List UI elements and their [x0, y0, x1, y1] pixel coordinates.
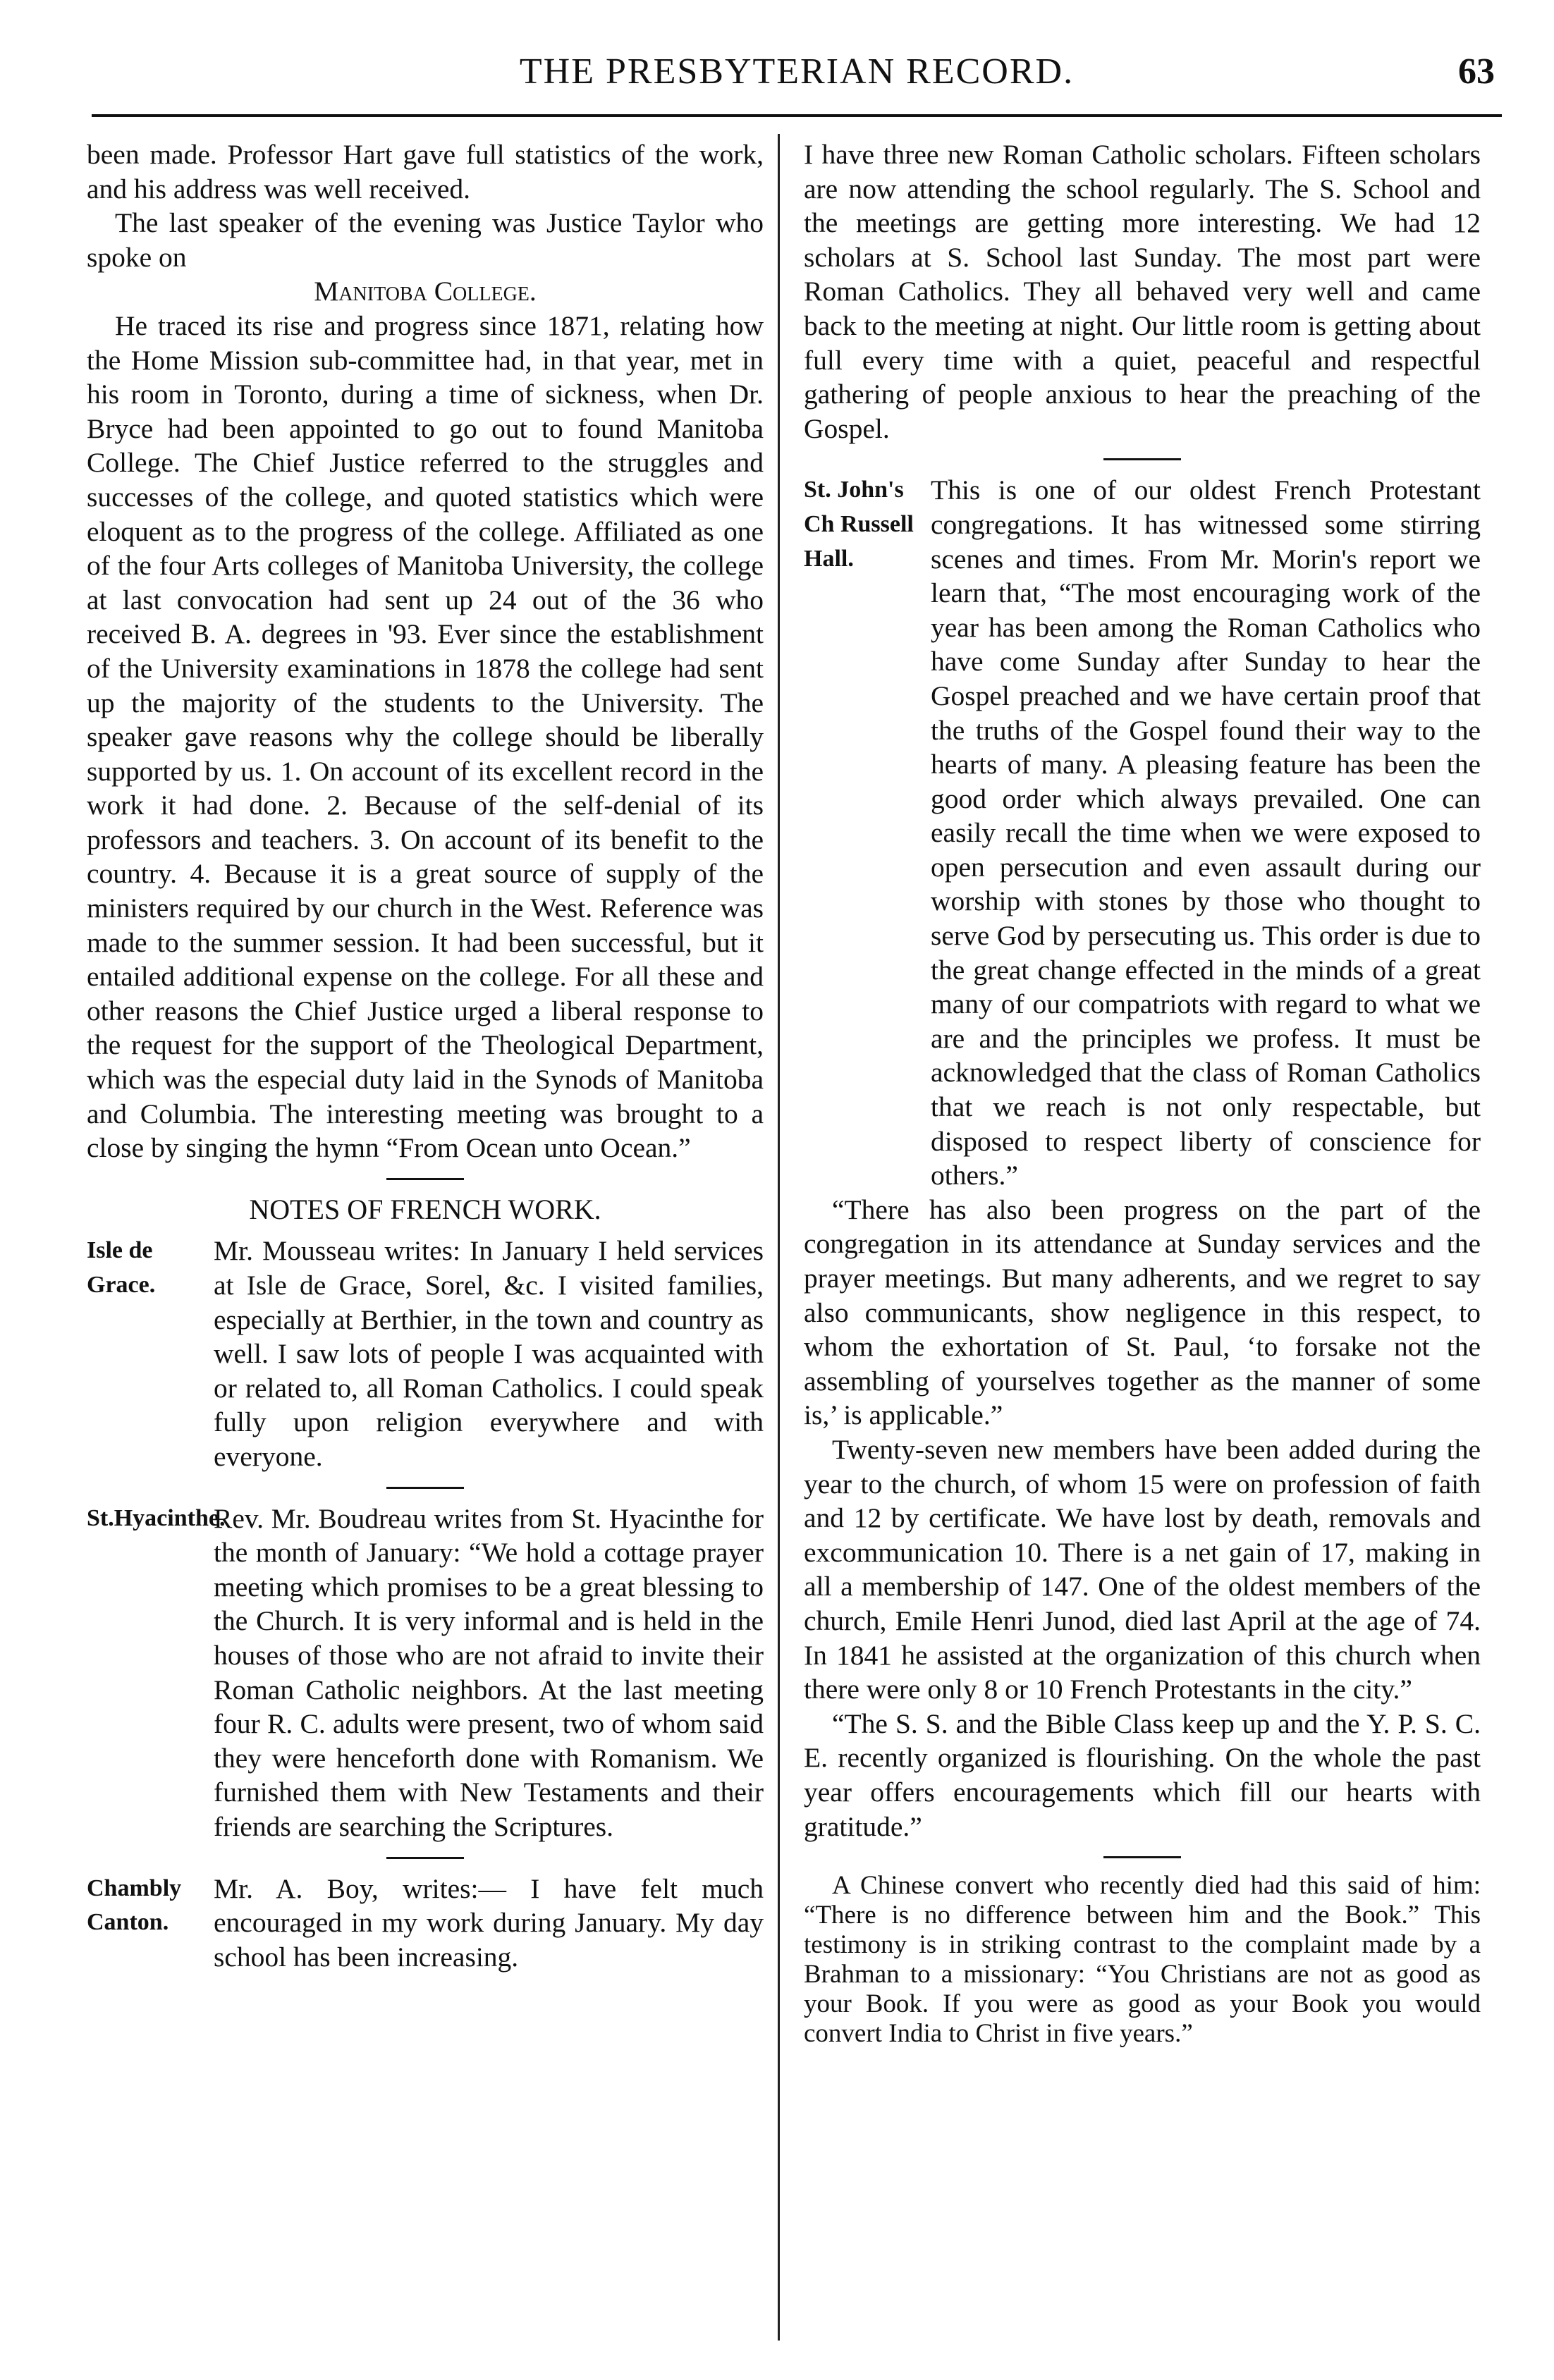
entry-text: Mr. Mousseau writes: In January I held services at Isle de Grace, Sorel, &c. I visited families, especially at Berthier, in the town and country as well. I saw lots of people I was acquainted with or related to, all Roman Catholics. I could speak fully upon religion everywhere and with everyone. — [214, 1235, 764, 1472]
entry-st-hyacinthe — [87, 1502, 764, 1844]
separator — [386, 1487, 464, 1489]
separator — [386, 1178, 464, 1180]
paragraph: “The S. S. and the Bible Class keep up and the Y. P. S. C. E. recently organized is flourishing. On the whole the past year offers encouragements which fill our hearts with gratitude.” — [804, 1707, 1481, 1842]
page-header — [92, 49, 1502, 99]
side-heading: St.Hyacinthe. — [87, 1504, 226, 1531]
side-heading: Isle de Grace. — [87, 1237, 156, 1298]
paragraph: Twenty-seven new members have been added during the year to the church, of whom 15 were on profession of faith and 12 by certificate. We have lost by death, removals and excommunication 10. There is a net gain of 17, making in all a membership of 147. One of the oldest members of the church, Emile Henri Junod, died last April at the age of 74. In 1841 he assisted at the organization of this church when there were only 8 or 10 French Protestants in the city.” — [804, 1433, 1481, 1705]
entry-st-johns — [804, 473, 1481, 1192]
entry-isle-de-grace — [87, 1234, 764, 1473]
paragraph: A Chinese convert who recently died had this said of him: “There is no difference between him and the Book.” This testimony is in striking contrast to the complaint made by a Brahman to a missionary: “You Christians are not as good as your Book. If you were as good as your Book you would convert India to Christ in five years.” — [804, 1871, 1481, 2049]
entry-text: This is one of our oldest French Protestant congregations. It has witnessed some stirring scenes and times. From Mr. Morin's report we learn that, “The most encouraging work of the year has been among the Roman Catholics who have come Sunday after Sunday to hear the Gospel preached and we have certain proof that the truths of the Gospel found their way to the hearts of many. A pleasing feature has been the good order which always prevailed. One can easily recall the time when we were exposed to open persecution and even assault during our worship with stones by those who thought to serve God by persecuting us. This order is due to the great change effected in the minds of a great many of our compatriots with regard to what we are and the principles we profess. It must be acknowledged that the class of Roman Catholics that we reach is not only respectable, but disposed to respect liberty of conscience for others.” — [931, 474, 1481, 1191]
header-rule — [92, 114, 1502, 117]
paragraph: He traced its rise and progress since 1871, relating how the Home Mission sub-committee had, in that year, met in his room in Toronto, during a time of sickness, when Dr. Bryce had been appointed to go out to found Manitoba College. The Chief Justice referred to the struggles and successes of the college, and quoted statistics which were eloquent as to the progress of the college. Affiliated as one of the four Arts colleges of Manitoba University, the college at last convocation had sent up 24 out of the 36 who received B. A. degrees in '93. Ever since the establishment of the University examinations in 1878 the college had sent up the majority of the students to the University. The speaker gave reasons why the college should be liberally supported by us. 1. On account of its excellent record in the work it had done. 2. Because of the self-denial of its professors and teachers. 3. On account of its benefit to the country. 4. Because it is a great source of supply of the ministers required by our church in the West. Reference was made to the summer session. It had been successful, but it entailed additional expense on the college. For all these and other reasons the Chief Justice urged a liberal response to the request for the support of the Theological Department, which was the especial duty laid in the Synods of Manitoba and Columbia. The interesting meeting was brought to a close by singing the hymn “From Ocean unto Ocean.” — [87, 309, 764, 1164]
entry-text: Mr. A. Boy, writes:— I have felt much encouraged in my work during January. My day school has been increasing. — [214, 1872, 764, 1973]
paragraph: “There has also been progress on the part of the congregation in its attendance at Sunday services and the prayer meetings. But many adherents, and we regret to say also communicants, show negligence in this respect, to whom the exhortation of St. Paul, ‘to forsake not the assembling of yourselves together as the manner of some is,’ is applicable.” — [804, 1194, 1481, 1431]
left-column — [87, 137, 764, 1974]
section-heading: NOTES OF FRENCH WORK. — [249, 1193, 601, 1225]
column-divider — [778, 134, 780, 2341]
separator — [1103, 458, 1181, 460]
right-column — [804, 137, 1481, 2049]
page-number: 63 — [1458, 51, 1495, 92]
publication-title: THE PRESBYTERIAN RECORD. — [519, 51, 1075, 92]
side-heading: Chambly Canton. — [87, 1875, 182, 1936]
separator — [1103, 1856, 1181, 1858]
separator — [386, 1857, 464, 1859]
subheading-manitoba-college: Manitoba College. — [314, 276, 537, 307]
entry-chambly-canton — [87, 1872, 764, 1975]
paragraph: been made. Professor Hart gave full statistics of the work, and his address was well received. — [87, 139, 764, 204]
side-heading: St. John's Ch Russell Hall. — [804, 477, 914, 572]
paragraph: I have three new Roman Catholic scholars. Fifteen scholars are now attending the school regularly. The S. School and the meetings are getting more interesting. We had 12 scholars at S. School last Sunday. The most part were Roman Catholics. They all behaved very well and came back to the meeting at night. Our little room is getting about full every time with a quiet, peaceful and respectful gathering of people anxious to hear the preaching of the Gospel. — [804, 139, 1481, 444]
entry-text: Rev. Mr. Boudreau writes from St. Hyacinthe for the month of January: “We hold a cottage prayer meeting which promises to be a great blessing to the Church. It is very informal and is held in the houses of those who are not afraid to invite their Roman Catholic neighbors. At the last meeting four R. C. adults were present, two of whom said they were henceforth done with Romanism. We furnished them with New Testaments and their friends are searching the Scriptures. — [214, 1502, 764, 1842]
paragraph: The last speaker of the evening was Justice Taylor who spoke on — [87, 207, 764, 273]
